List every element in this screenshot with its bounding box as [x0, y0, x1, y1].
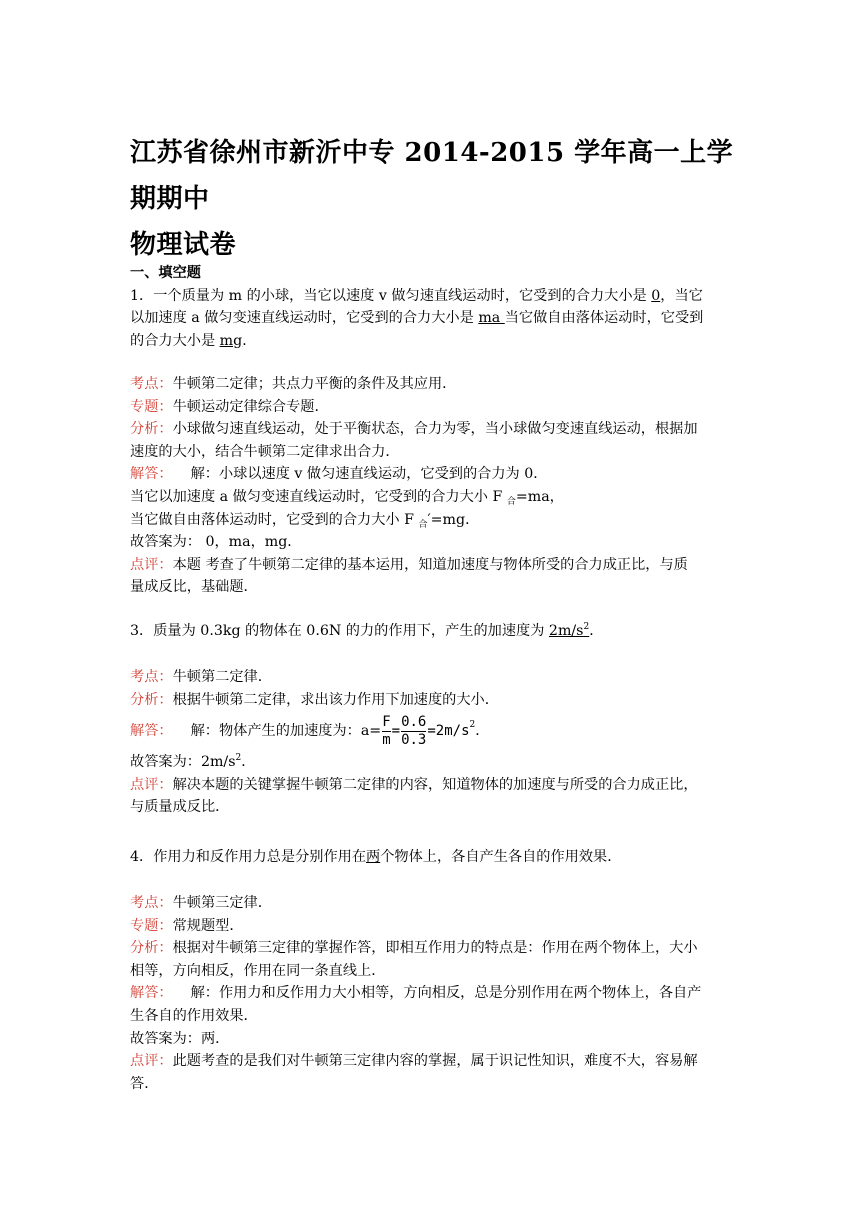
- page-title: [130, 130, 750, 268]
- section-heading: 一、填空题: [130, 265, 201, 281]
- q3-kaodian: 考点：牛顿第二定律．: [130, 669, 272, 685]
- q4-kaodian: 考点：牛顿第三定律．: [130, 895, 272, 911]
- q3-dianping-cont: 与质量成反比．: [130, 799, 230, 816]
- q1-jieda-2: 当它以加速度 a 做匀变速直线运动时，它受到的合力大小 F $_合$=ma，: [130, 488, 564, 507]
- q3-solution: [130, 666, 732, 819]
- q4-jieda: 解答： 解：作用力和反作用力大小相等，方向相反，总是分别作用在两个物体上，各自产: [130, 985, 702, 1002]
- q1-answer-3: mg: [219, 332, 243, 349]
- question-4-stem: 4．作用力和反作用力总是分别作用在两个物体上，各自产生各自的作用效果．: [130, 849, 622, 865]
- q1-answer-2: ma: [478, 310, 505, 327]
- q3-dianping: 点评：解决本题的关键掌握牛顿第二定律的内容，知道物体的加速度与所受的合力成正比，: [130, 776, 698, 793]
- fraction-values: $\frac{0.6}{0.3}$: [401, 713, 427, 748]
- title-line-1: 江苏省徐州市新沂中专 2014-2015 学年高一上学期期中: [130, 138, 734, 214]
- q1-kaodian: 考点：牛顿第二定律；共点力平衡的条件及其应用．: [130, 376, 457, 392]
- q1-fenxi-cont: 速度的大小，结合牛顿第二定律求出合力．: [130, 443, 400, 460]
- q1-fenxi: 分析：小球做匀速直线运动，处于平衡状态，合力为零，当小球做匀变速直线运动，根据加: [130, 421, 698, 438]
- q1-answer-line: 故答案为： 0，ma，mg．: [130, 534, 302, 551]
- q1-solution: [130, 373, 732, 599]
- q4-zhuanti: 专题：常规题型．: [130, 917, 244, 934]
- q4-fenxi: 分析：根据对牛顿第三定律的掌握作答，即相互作用力的特点是：作用在两个物体上，大小: [130, 940, 698, 957]
- q4-answer: 两: [366, 849, 381, 865]
- q1-dianping: 点评：本题 考查了牛顿第二定律的基本运用，知道加速度与物体所受的合力成正比，与质: [130, 556, 688, 573]
- q4-answer-line: 故答案为：两．: [130, 1030, 230, 1047]
- q3-answer: $2m/s^2$: [548, 622, 590, 639]
- q3-answer-line: 故答案为：$2m/s^2$．: [130, 753, 256, 771]
- q1-answer-1: 0: [651, 287, 661, 304]
- q1-dianping-cont: 量成反比，基础题．: [130, 579, 258, 596]
- q4-jieda-cont: 生各自的作用效果．: [130, 1007, 258, 1024]
- q3-fenxi: 分析：根据牛顿第二定律，求出该力作用下加速度的大小．: [130, 691, 499, 708]
- q4-solution: [130, 892, 732, 1095]
- q3-jieda: 解答： 解：物体产生的加速度为：a= $\frac{F}{m}$ = $\frac{0.6}{0.3}$ =2m/s 2 ．: [130, 713, 490, 748]
- fraction-f-over-m: $\frac{F}{m}$: [382, 713, 391, 748]
- q1-stem-line-3: 的合力大小是 mg．: [130, 332, 257, 349]
- question-1-block: [130, 262, 732, 352]
- q1-stem-line-1: 1．一个质量为 m 的小球，当它以速度 v 做匀速直线运动时，它受到的合力大小是 0，当它: [130, 287, 703, 304]
- q1-jieda-3: 当它做自由落体运动时，它受到的合力大小 F $_合$′=mg．: [130, 511, 480, 530]
- q4-fenxi-cont: 相等，方向相反，作用在同一条直线上．: [130, 962, 386, 979]
- q4-dianping: 点评：此题考查的是我们对牛顿第三定律内容的掌握，属于识记性知识，难度不大，容易解: [130, 1053, 698, 1070]
- q4-dianping-cont: 答．: [130, 1075, 159, 1092]
- q1-jieda: 解答： 解：小球以速度 v 做匀速直线运动，它受到的合力为 0．: [130, 466, 548, 483]
- q1-zhuanti: 专题：牛顿运动定律综合专题．: [130, 398, 329, 415]
- title-line-2: 物理试卷: [130, 230, 237, 260]
- q1-stem-line-2: 以加速度 a 做匀变速直线运动时，它受到的合力大小是 ma 当它做自由落体运动时，它受到: [130, 310, 704, 327]
- question-3-stem: 3．质量为 0.3kg 的物体在 0.6N 的力的作用下，产生的加速度为 $2m/s^2$．: [130, 622, 604, 639]
